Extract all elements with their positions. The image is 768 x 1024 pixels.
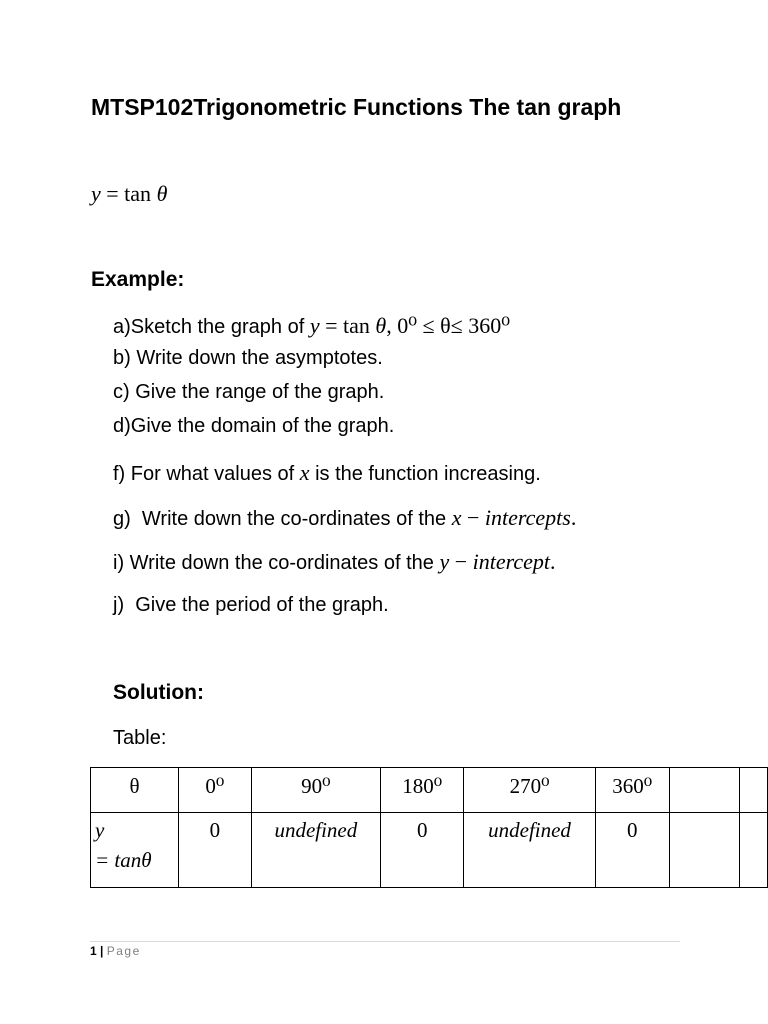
table-cell: 0 — [595, 813, 669, 888]
math-var: x — [299, 460, 310, 485]
question-label: i) — [113, 552, 125, 574]
page-footer — [90, 944, 141, 958]
question-label: d) — [113, 415, 131, 437]
question-i — [113, 549, 556, 575]
math-range: , 0⁰ ≤ θ≤ 360⁰ — [386, 313, 511, 338]
equation-lhs: y — [91, 181, 101, 206]
footer-page-word: Page — [106, 944, 141, 958]
example-heading: Example: — [91, 268, 185, 291]
table-header-cell — [669, 768, 740, 813]
question-label: a) — [113, 316, 131, 338]
table-header-cell: 180⁰ — [380, 768, 463, 813]
question-label: j) — [113, 594, 125, 616]
question-g — [113, 505, 576, 531]
table-cell: 0 — [380, 813, 463, 888]
question-text: Give the domain of the graph. — [130, 415, 395, 437]
math-term: intercepts — [484, 505, 571, 530]
footer-divider — [90, 941, 680, 942]
math-end: . — [550, 549, 556, 574]
table-header-cell: 360⁰ — [595, 768, 669, 813]
table-cell: 0 — [178, 813, 251, 888]
table-cell: undefined — [251, 813, 380, 888]
question-text: Write down the asymptotes. — [130, 347, 383, 369]
math-dash: − — [461, 505, 485, 530]
question-label: b) — [113, 347, 131, 369]
table-header-cell — [740, 768, 768, 813]
question-label: f) — [113, 463, 126, 485]
math-end: . — [570, 505, 577, 530]
table-header-row — [91, 768, 768, 813]
row-label-bottom: = tanθ — [95, 848, 152, 872]
math-var: y — [439, 549, 450, 574]
table-row — [91, 813, 768, 888]
question-label: c) — [113, 381, 130, 403]
table-row-label — [91, 813, 179, 888]
question-text: Give the period of the graph. — [124, 594, 389, 616]
question-label: g) — [113, 508, 131, 530]
question-c — [113, 381, 384, 404]
question-j — [113, 594, 389, 617]
math-term: intercept — [472, 549, 551, 574]
question-text: is the function increasing. — [309, 463, 541, 485]
table-header-cell: 90⁰ — [251, 768, 380, 813]
values-table — [90, 767, 768, 888]
solution-heading: Solution: — [113, 681, 204, 704]
table-cell — [740, 813, 768, 888]
question-b — [113, 347, 383, 370]
question-d — [113, 415, 394, 438]
question-text: Write down the co-ordinates of the — [130, 508, 452, 530]
page-number: 1 — [90, 944, 97, 958]
table-header-cell: 270⁰ — [464, 768, 595, 813]
math-text: = tan — [319, 313, 376, 338]
table-header-cell: 0⁰ — [178, 768, 251, 813]
table-cell: undefined — [464, 813, 595, 888]
math-dash: − — [449, 549, 473, 574]
page-title: MTSP102Trigonometric Functions The tan graph — [91, 94, 622, 120]
math-var: θ — [375, 313, 387, 338]
math-var: x — [451, 505, 462, 530]
equation-eq: = tan — [100, 181, 157, 206]
question-a — [113, 313, 510, 339]
equation-theta: θ — [156, 181, 168, 206]
table-cell — [669, 813, 740, 888]
question-text: For what values of — [125, 463, 300, 485]
question-f — [113, 460, 541, 486]
table-header-cell: θ — [91, 768, 179, 813]
math-var: y — [309, 313, 320, 338]
footer-separator: | — [96, 944, 107, 958]
question-text: Give the range of the graph. — [129, 381, 385, 403]
question-text: Write down the co-ordinates of the — [124, 552, 440, 574]
row-label-top: y — [95, 818, 105, 842]
main-equation — [91, 181, 167, 207]
question-text: Sketch the graph of — [130, 316, 310, 338]
table-label: Table: — [113, 727, 167, 749]
